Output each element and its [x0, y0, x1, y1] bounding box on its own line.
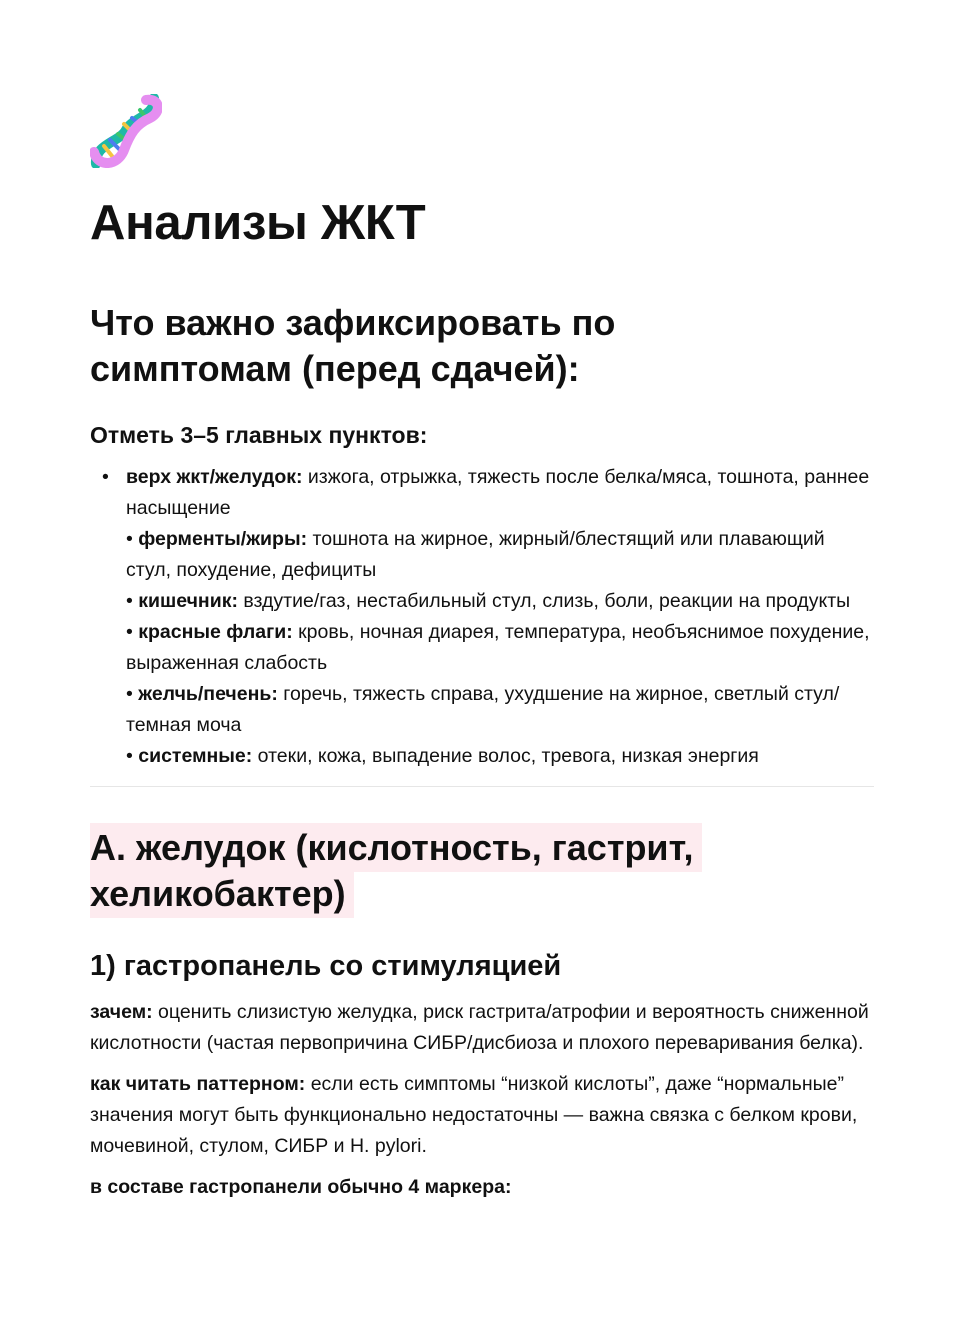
- symptom-text: вздутие/газ, нестабильный стул, слизь, боли, реакции на продукты: [237, 590, 851, 612]
- inline-bullet: •: [126, 528, 139, 550]
- why-text: оценить слизистую желудка, риск гастрита/атрофии и вероятность сниженной кислотности (частая первопричина СИБР/дисбиоза и плохого переваривания белка).: [90, 1001, 869, 1054]
- symptom-item-intestine: [126, 586, 874, 617]
- symptom-list: [90, 462, 874, 772]
- section-a-heading: [90, 825, 874, 917]
- dna-emoji-icon: [90, 94, 162, 168]
- symptom-label: верх жкт/желудок:: [126, 466, 303, 488]
- symptom-item-bile-liver: [126, 679, 874, 741]
- symptom-item-enzymes: [126, 524, 874, 586]
- list-item: [102, 462, 874, 772]
- symptoms-subheading: Отметь 3–5 главных пунктов:: [90, 422, 428, 448]
- inline-bullet: •: [126, 683, 139, 705]
- symptom-label: кишечник:: [138, 590, 238, 612]
- symptom-text: отеки, кожа, выпадение волос, тревога, низкая энергия: [252, 745, 759, 767]
- why-paragraph: [90, 997, 874, 1059]
- inline-bullet: •: [126, 621, 139, 643]
- symptom-item-upper-gi: [126, 462, 874, 524]
- read-pattern-paragraph: [90, 1069, 874, 1162]
- section-a-heading-highlight: [90, 823, 702, 918]
- symptom-label: системные:: [138, 745, 253, 767]
- why-label: зачем:: [90, 1001, 153, 1023]
- symptom-text: изжога, отрыжка, тяжесть после белка/мяса, тошнота, раннее насыщение: [126, 466, 870, 519]
- read-text: если есть симптомы “низкой кислоты”, даже “нормальные” значения могут быть функционально недостаточны — важна связка с белком крови, мочевиной, стулом, СИБР и H. pylori.: [90, 1073, 858, 1157]
- read-label: как читать паттерном:: [90, 1073, 306, 1095]
- inline-bullet: •: [126, 745, 139, 767]
- inline-bullet: •: [126, 590, 139, 612]
- symptom-label: ферменты/жиры:: [138, 528, 308, 550]
- symptom-item-red-flags: [126, 617, 874, 679]
- symptoms-heading-line2: симптомам (перед сдачей):: [90, 348, 580, 389]
- markers-paragraph: [90, 1172, 874, 1203]
- symptom-text: горечь, тяжесть справа, ухудшение на жирное, светлый стул/темная моча: [126, 683, 840, 736]
- symptom-text: тошнота на жирное, жирный/блестящий или плавающий стул, похудение, дефициты: [126, 528, 825, 581]
- section-a-heading-line2: хеликобактер): [90, 873, 346, 914]
- symptom-text: кровь, ночная диарея, температура, необъяснимое похудение, выраженная слабость: [126, 621, 870, 674]
- symptom-item-systemic: [126, 741, 874, 772]
- markers-label: в составе гастропанели обычно 4 маркера:: [90, 1176, 512, 1198]
- symptoms-heading: [90, 300, 874, 392]
- symptoms-heading-line1: Что важно зафиксировать по: [90, 302, 616, 343]
- gastropanel-heading: 1) гастропанель со стимуляцией: [90, 950, 562, 982]
- bullet-icon: •: [102, 466, 109, 488]
- symptom-label: красные флаги:: [138, 621, 293, 643]
- page-title: Анализы ЖКТ: [90, 196, 426, 250]
- section-a-heading-line1: А. желудок (кислотность, гастрит,: [90, 827, 694, 868]
- divider: [90, 786, 874, 787]
- symptom-label: желчь/печень:: [138, 683, 278, 705]
